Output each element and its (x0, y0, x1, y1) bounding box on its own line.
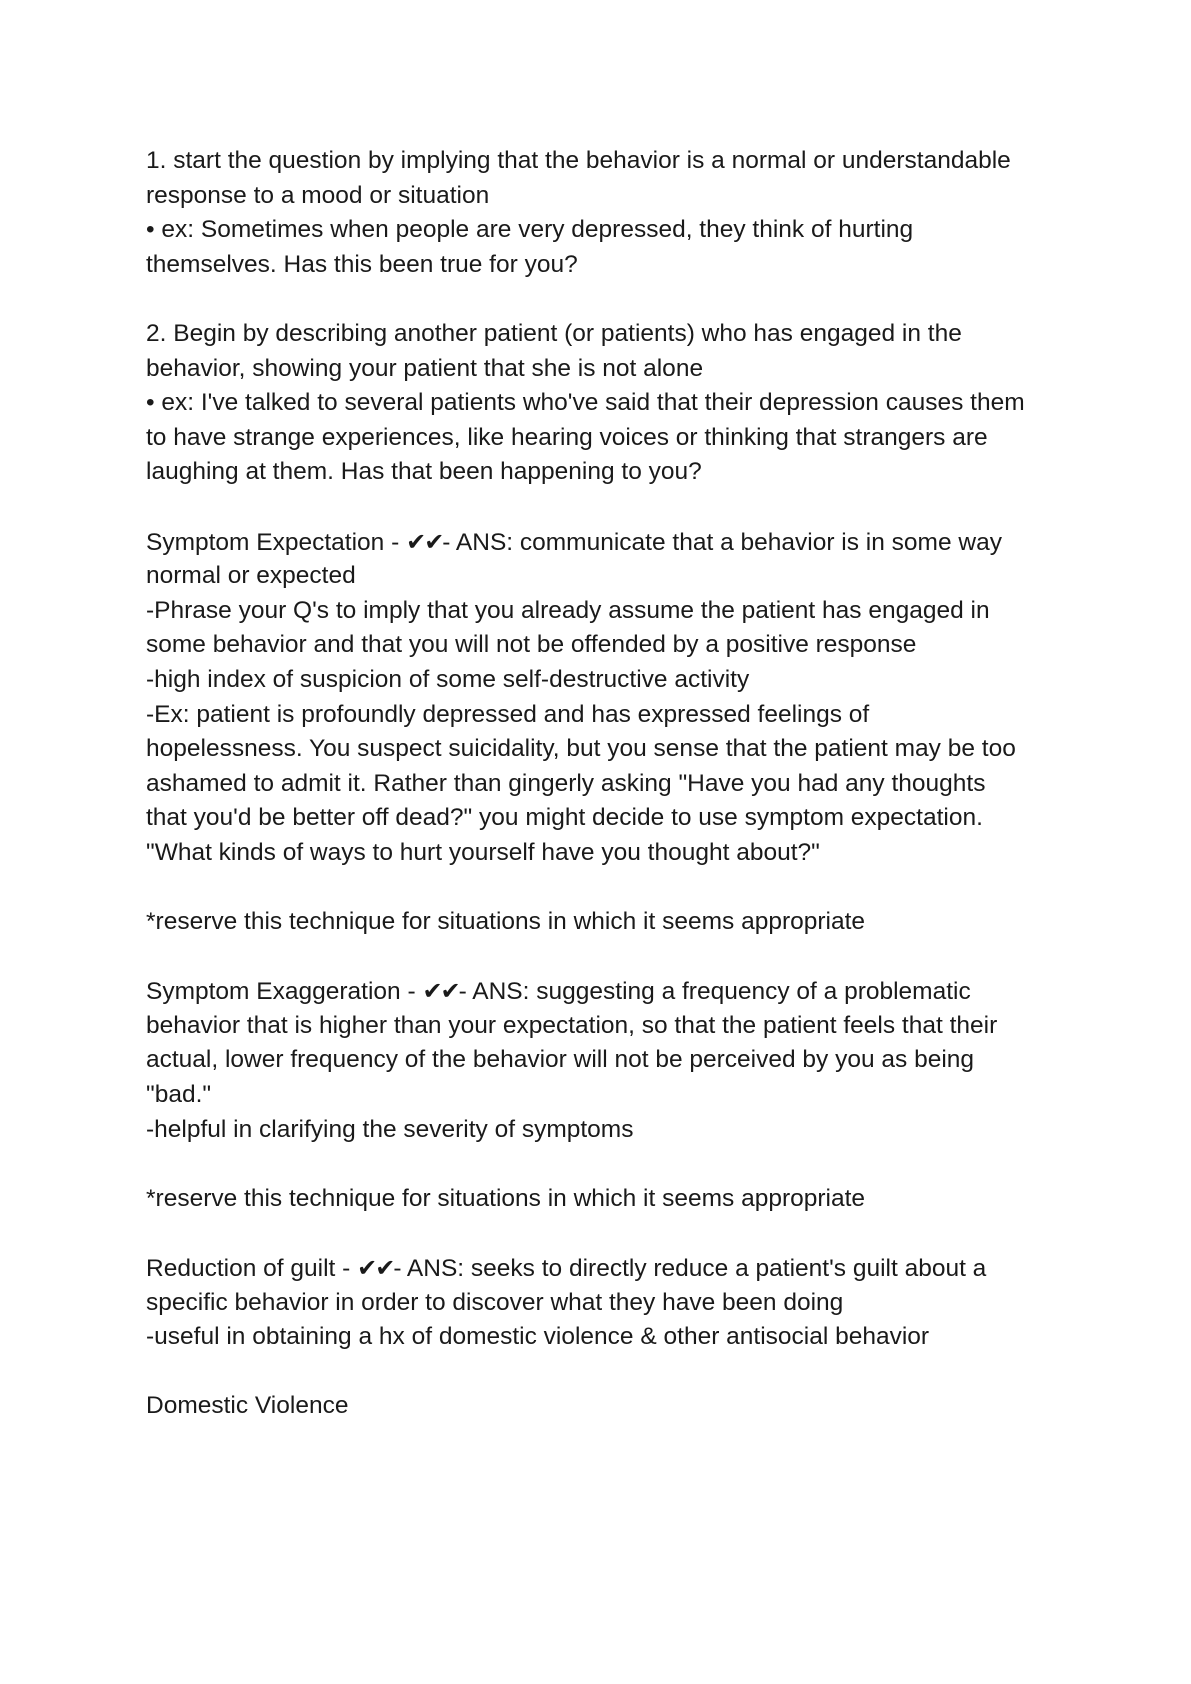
paragraph-gap (146, 1216, 1106, 1251)
paragraph-other-patients (146, 317, 1106, 490)
text-line: to have strange experiences, like hearing voices or thinking that strangers are (146, 423, 988, 451)
term-label: Symptom Exaggeration - (146, 978, 423, 1006)
text-line: some behavior and that you will not be offended by a positive response (146, 631, 917, 659)
text-line: behavior that is higher than your expectation, so that the patient feels that their (146, 1011, 998, 1039)
text-line: themselves. Has this been true for you? (146, 250, 578, 278)
paragraph-gap (146, 1355, 1106, 1390)
text-line: 2. Begin by describing another patient (or patients) who has engaged in the (146, 319, 962, 347)
double-check-icon: ✔✔ (357, 1254, 394, 1282)
answer-text: - ANS: communicate that a behavior is in some way (442, 528, 1002, 556)
text-line: response to a mood or situation (146, 181, 490, 209)
text-line: -high index of suspicion of some self-destructive activity (146, 665, 750, 693)
definition-heading-line (146, 525, 1106, 560)
section-title-domestic-violence: Domestic Violence (146, 1392, 349, 1420)
text-line: hopelessness. You suspect suicidality, but you sense that the patient may be too (146, 735, 1016, 763)
text-line: "bad." (146, 1081, 212, 1109)
text-line: actual, lower frequency of the behavior will not be perceived by you as being (146, 1046, 975, 1074)
text-line: laughing at them. Has that been happening to you? (146, 458, 702, 486)
definition-heading-line (146, 974, 1106, 1009)
document-body (146, 144, 1106, 1424)
reserve-note: *reserve this technique for situations in which it seems appropriate (146, 908, 866, 936)
text-line: -useful in obtaining a hx of domestic violence & other antisocial behavior (146, 1323, 930, 1351)
definition-heading-line (146, 1251, 1106, 1286)
text-line: 1. start the question by implying that the behavior is a normal or understandable (146, 147, 1011, 174)
term-label: Symptom Expectation - (146, 528, 407, 556)
section-symptom-expectation (146, 525, 1106, 871)
paragraph-gap (146, 1147, 1106, 1182)
answer-text: - ANS: seeks to directly reduce a patient's guilt about a (393, 1255, 987, 1282)
text-line: specific behavior in order to discover what they have been doing (146, 1288, 844, 1316)
answer-text: - ANS: suggesting a frequency of a problematic (458, 978, 971, 1006)
double-check-icon: ✔✔ (422, 977, 459, 1006)
term-label: Reduction of guilt - (146, 1255, 358, 1282)
text-line: "What kinds of ways to hurt yourself have you thought about?" (146, 838, 820, 866)
text-line: that you'd be better off dead?" you might decide to use symptom expectation. (146, 804, 983, 832)
paragraph-gap (146, 282, 1106, 317)
text-line: -Ex: patient is profoundly depressed and has expressed feelings of (146, 700, 870, 728)
text-line: -helpful in clarifying the severity of symptoms (146, 1115, 634, 1143)
paragraph-gap (146, 870, 1106, 905)
section-symptom-exaggeration (146, 974, 1106, 1147)
text-line: behavior, showing your patient that she is not alone (146, 354, 704, 382)
text-line: • ex: Sometimes when people are very depressed, they think of hurting (146, 216, 914, 244)
reserve-note: *reserve this technique for situations in which it seems appropriate (146, 1184, 866, 1212)
text-line: -Phrase your Q's to imply that you already assume the patient has engaged in (146, 596, 990, 624)
section-reduction-of-guilt (146, 1251, 1106, 1355)
text-line: • ex: I've talked to several patients who've said that their depression causes them (146, 389, 1025, 417)
text-line: ashamed to admit it. Rather than gingerly asking "Have you had any thoughts (146, 769, 986, 797)
double-check-icon: ✔✔ (406, 527, 443, 556)
paragraph-gap (146, 940, 1106, 975)
paragraph-gap (146, 490, 1106, 525)
paragraph-normalization (146, 144, 1106, 282)
text-line: normal or expected (146, 562, 356, 590)
